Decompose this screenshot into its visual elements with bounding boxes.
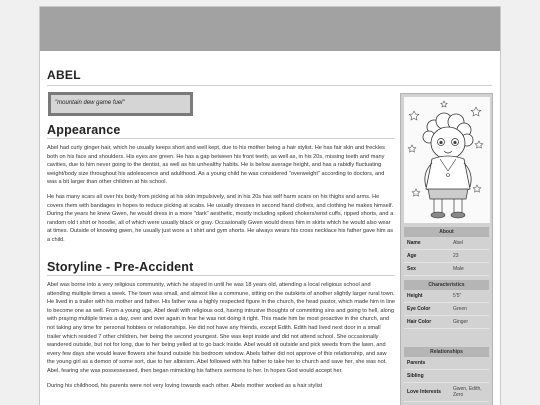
- info-row-height: [404, 290, 489, 303]
- storyline-paragraph-2: During his childhood, his parents were not very loving towards each other. Abels mother worked as a hair stylist: [47, 382, 323, 389]
- info-value: Male: [453, 266, 464, 272]
- info-value: Abel: [453, 240, 464, 246]
- appearance-section: [47, 123, 395, 251]
- info-row-love-interests: [404, 383, 489, 402]
- info-label: Hair Color: [407, 319, 432, 325]
- storyline-paragraph-1: Abel was borne into a very religious community, which he stayed in until he was 18 years old, attending a local religious school and attending multiple times a week. The town was small, and almost like a commune, sitting on the outskirts of another slightly larger rural town. He lived in a trailer with his mother and father. His father was a highly respected figure in the church, the head pastor, which made him in line to become one as well. From a young age, Abel dealt with religious ocd, having intrusive thoughts of committing sins and going to hell, along with praying multiple times a day, over and over again in fear he was not doing it right. This made him be most proactive in the church, and not taking any time for personal hobbies or relationships. He did not have any friends, except Edith. Edith had lived next door in a small trailer which resided 7 other children, her being the second youngest. She was kept inside and did not attend school. She occasionally wandered outside, but not for long, due to her being yelled at to go back inside. Abel would sit outside and pick weeds from the lawn, and every few days she would leave flowers she found outside his bedroom window. Abels father did not approve of this relationship, and saw the young girl as a demon of some sort, due to her albinism. Abel followed with his father to take her to church and save her, she was not. Abel, fearing she was possessessed, then began mimicking his fathers sermons to her. In hopes God would accept her.: [47, 282, 395, 374]
- character-portrait: [404, 97, 490, 223]
- character-infobox: [400, 93, 493, 405]
- info-label: Parents: [407, 360, 426, 366]
- page-title: ABEL: [47, 68, 81, 82]
- appearance-heading: Appearance: [47, 123, 395, 139]
- info-row-sex: [404, 263, 489, 276]
- quote-box: [48, 92, 193, 116]
- title-divider: [47, 85, 492, 86]
- info-row-hair-color: [404, 316, 489, 329]
- header-banner: [40, 7, 500, 51]
- info-row-parents: [404, 357, 489, 370]
- info-value: Gwen, Edith, Zero: [453, 386, 482, 398]
- infobox-spacer: [404, 329, 489, 343]
- relationships-heading: Relationships: [404, 347, 489, 357]
- info-row-age: [404, 250, 489, 263]
- info-label: Sibling: [407, 373, 424, 379]
- info-label: Height: [407, 293, 423, 299]
- info-label: Eye Color: [407, 306, 431, 312]
- info-value: 5'5": [453, 293, 462, 299]
- info-label: Name: [407, 240, 421, 246]
- info-label: Love Interests: [407, 389, 441, 395]
- info-label: Sex: [407, 266, 416, 272]
- storyline-heading: Storyline - Pre-Accident: [47, 260, 395, 276]
- info-row-name: [404, 237, 489, 250]
- info-value: Green: [453, 306, 467, 312]
- quote-text: "mountain dew game fuel": [51, 95, 190, 113]
- characteristics-heading: Characteristics: [404, 280, 489, 290]
- info-row-sibling: [404, 370, 489, 383]
- appearance-paragraph-2: He has many scars all over his body from picking at his skin impulsively, and in his 20s has self harm scars on his thighs and arms. He covers them with bandages in hopes to reduce picking at scabs. He usually dresses in second hand clothes, and clothing he makes himself. During the years he knew Gwen, he would dress in a more "dark" aesthetic, mostly including spiked chokers/wrist cuffs, ripped shorts, and a random old t shirt or hoodie, all of which were usually black or gray. Occasionally Gwen would dress him in skirts which he would also wear at times. Outside of knowing gwen, he usually just wore a t shirt and gym shorts. He always wears his cross necklace his father gave him as a child.: [47, 193, 394, 243]
- about-heading: About: [404, 227, 489, 237]
- appearance-paragraph-1: Abel had curly ginger hair, which he usually keeps short and well kept, due to his mother being a hair stylist. He has fair skin and freckles both on his face and shoulders. His eyes are green. He has a gap between his front teeth, as well as, in his 20s, missing teeth and many cavities, due to him never going to the dentist, as well as his unhealthy habits. He is below average height, and has a rabidly fluctuating weight/body size throughout his adolescence and adulthood. As a young child he was considered "overweight" according to doctors, and was a bit larger than other children at his school.: [47, 145, 385, 186]
- info-label: Age: [407, 253, 417, 259]
- wiki-page: [39, 6, 501, 405]
- storyline-section: [47, 260, 395, 396]
- info-value: 23: [453, 253, 459, 259]
- portrait-drawing: [404, 97, 490, 223]
- info-value: Ginger: [453, 319, 469, 325]
- info-row-eye-color: [404, 303, 489, 316]
